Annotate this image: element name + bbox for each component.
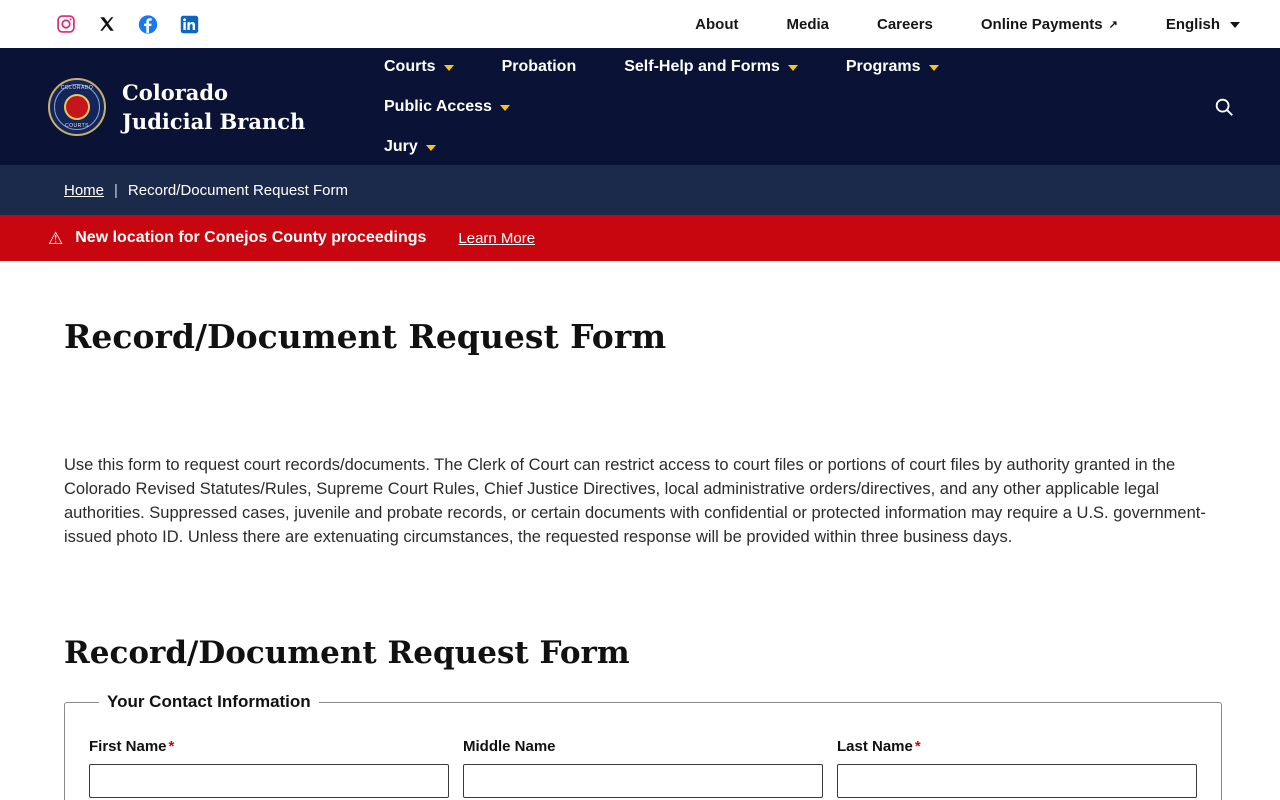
page-title: Record/Document Request Form	[64, 317, 667, 356]
first-name-input[interactable]	[89, 764, 449, 798]
nav-label: Public Access	[384, 97, 492, 115]
chevron-down-icon	[426, 145, 436, 151]
middle-name-input[interactable]	[463, 764, 823, 798]
middle-name-label-text: Middle Name	[463, 738, 556, 755]
site-alert-banner	[0, 215, 1280, 261]
main-navigation-bar	[0, 48, 1280, 165]
chevron-down-icon	[444, 65, 454, 71]
nav-label: Self-Help and Forms	[624, 57, 780, 75]
breadcrumb	[0, 165, 1280, 215]
form-heading: Record/Document Request Form	[64, 635, 630, 671]
language-label: English	[1165, 15, 1220, 33]
brand-title: Colorado Judicial Branch	[122, 79, 306, 134]
language-selector[interactable]	[1142, 16, 1240, 33]
chevron-down-icon	[1230, 22, 1240, 28]
topnav-item-online-payments[interactable]	[957, 16, 1142, 33]
breadcrumb-separator: |	[114, 181, 118, 199]
nav-item-jury[interactable]	[384, 132, 436, 162]
top-utility-bar	[0, 0, 1280, 48]
first-name-label	[89, 738, 449, 755]
topnav-label: Media	[786, 15, 829, 33]
name-fields-row	[89, 738, 1197, 798]
warning-icon: ⚠︎	[48, 228, 64, 248]
first-name-label-text: First Name	[89, 738, 167, 755]
chevron-down-icon	[788, 65, 798, 71]
nav-second-row	[384, 132, 1124, 162]
x-twitter-icon[interactable]	[97, 14, 117, 34]
seal-top-text: COLORADO	[60, 84, 94, 91]
site-logo-link[interactable]	[48, 78, 378, 136]
topnav-label: Careers	[877, 15, 933, 33]
nav-label: Courts	[384, 57, 436, 75]
nav-label: Programs	[845, 57, 921, 75]
top-nav	[671, 16, 1240, 33]
primary-nav-links	[384, 52, 1124, 162]
linkedin-icon[interactable]	[179, 14, 199, 34]
required-asterisk: *	[168, 738, 175, 755]
facebook-icon[interactable]	[138, 14, 158, 34]
contact-information-fieldset	[64, 692, 1222, 800]
page-content	[0, 317, 1280, 800]
topnav-item-about[interactable]	[671, 16, 762, 33]
nav-item-self-help-and-forms[interactable]	[624, 52, 798, 82]
contact-information-legend: Your Contact Information	[107, 692, 311, 711]
topnav-label: Online Payments	[980, 15, 1103, 33]
external-link-icon: ↗︎	[1108, 18, 1118, 31]
seal-bottom-text: COURTS	[64, 122, 90, 129]
alert-learn-more-link[interactable]: Learn More	[458, 229, 536, 247]
last-name-label	[837, 738, 1197, 755]
breadcrumb-home-link[interactable]: Home	[64, 181, 105, 199]
nav-item-probation[interactable]	[502, 52, 577, 82]
required-asterisk: *	[914, 738, 921, 755]
alert-message: New location for Conejos County proceedings	[75, 229, 427, 246]
middle-name-field-group	[463, 738, 823, 798]
first-name-field-group	[89, 738, 449, 798]
chevron-down-icon	[500, 105, 510, 111]
middle-name-label	[463, 738, 823, 755]
search-icon[interactable]	[1208, 91, 1240, 123]
instagram-icon[interactable]	[56, 14, 76, 34]
social-links	[56, 14, 199, 34]
last-name-field-group	[837, 738, 1197, 798]
topnav-label: About	[695, 15, 739, 33]
last-name-input[interactable]	[837, 764, 1197, 798]
topnav-item-careers[interactable]	[853, 16, 957, 33]
topnav-item-media[interactable]	[762, 16, 853, 33]
colorado-seal-icon	[48, 78, 106, 136]
chevron-down-icon	[929, 65, 939, 71]
nav-item-public-access[interactable]	[384, 92, 510, 122]
nav-label: Jury	[384, 137, 418, 155]
nav-item-programs[interactable]	[846, 52, 939, 82]
page-intro-text: Use this form to request court records/documents. The Clerk of Court can restrict access to court files or portions of court files by authority granted in the Colorado Revised Statutes/Rules, Supreme Court Rules, Chief Justice Directives, local administrative orders/directives, and any other applicable legal authorities. Suppressed cases, juvenile and probate records, or certain documents with confidential or protected information may require a U.S. government-issued photo ID. Unless there are extenuating circumstances, the requested response will be provided within three business days.	[64, 456, 1206, 546]
nav-item-courts[interactable]	[384, 52, 454, 82]
nav-label: Probation	[501, 57, 577, 75]
breadcrumb-current: Record/Document Request Form	[127, 181, 349, 199]
last-name-label-text: Last Name	[837, 738, 913, 755]
